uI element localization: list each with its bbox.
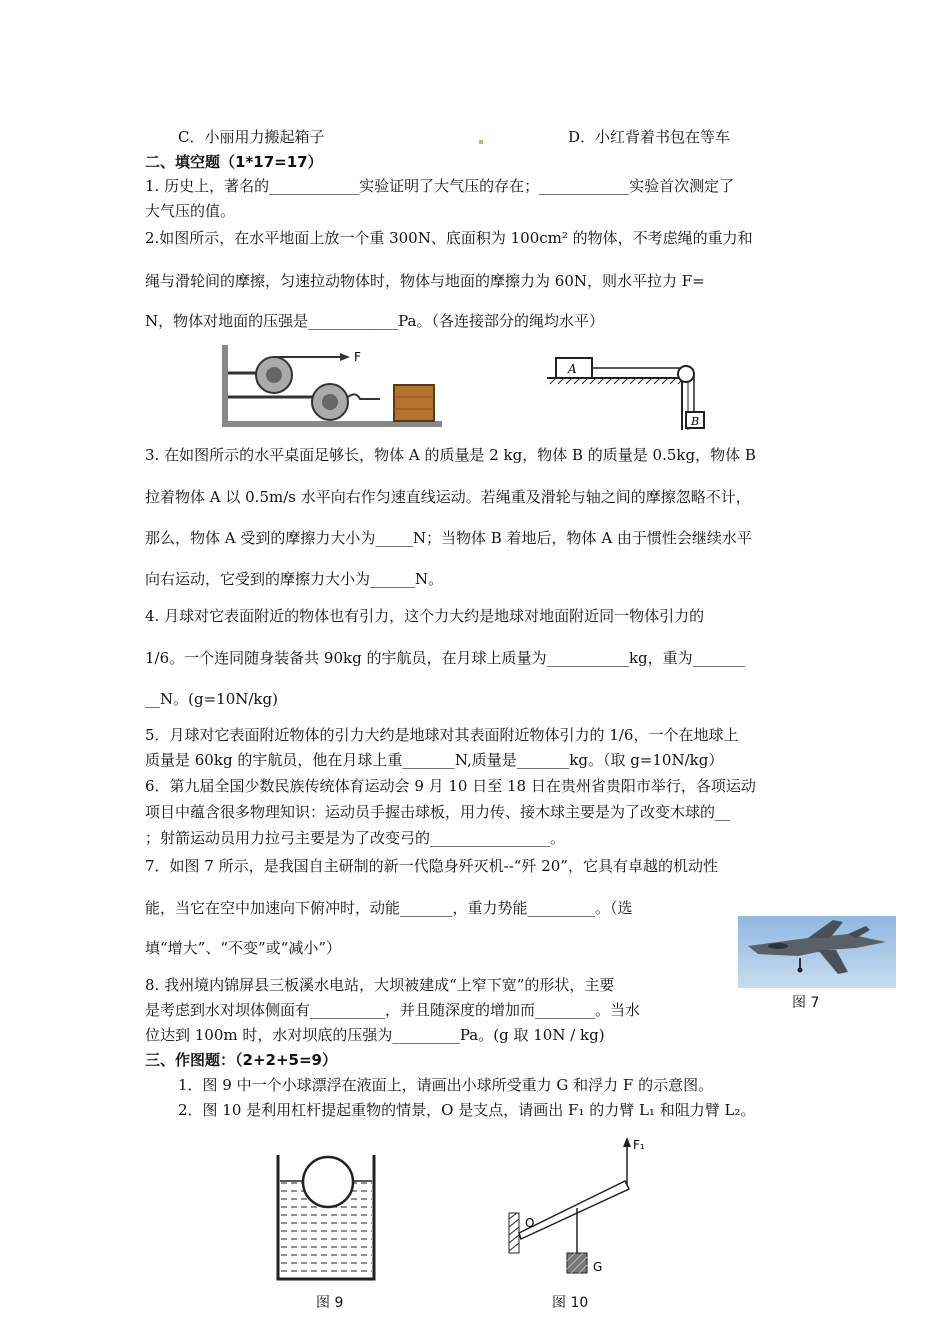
option-d: D．小红背着书包在等车 [568, 128, 731, 146]
stray-dot [479, 140, 483, 144]
table-label-b: B [691, 415, 700, 428]
q3-line4: 向右运动，它受到的摩擦力大小为______N。 [145, 570, 444, 588]
q7-line3: 填“增大”、“不变”或“减小”） [145, 939, 342, 957]
q4-line3: __N。(g=10N/kg) [145, 690, 278, 708]
fig9-container [270, 1155, 385, 1285]
s3-q1: 1．图 9 中一个小球漂浮在液面上，请画出小球所受重力 G 和浮力 F 的示意图。 [178, 1076, 714, 1094]
lever-label-g: G [593, 1260, 603, 1274]
q2-line1: 2.如图所示，在水平地面上放一个重 300N、底面积为 100cm² 的物体，不考虑绳的重力和 [145, 229, 753, 247]
lever-label-f1: F₁ [633, 1138, 645, 1152]
q1-line1: 1. 历史上，著名的____________实验证明了大气压的存在；____________实验首次测定了 [145, 177, 735, 195]
fig10-lever [505, 1135, 655, 1295]
q7-line2: 能，当它在空中加速向下俯冲时，动能_______，重力势能_________。（选 [145, 899, 633, 917]
q8-line3: 位达到 100m 时，水对坝底的压强为_________Pa。(g 取 10N / kg) [145, 1026, 605, 1044]
q4-line2: 1/6。一个连同随身装备共 90kg 的宇航员，在月球上质量为___________kg，重为_______ [145, 649, 746, 667]
lever-label-o: O [525, 1216, 535, 1230]
s3-q2: 2．图 10 是利用杠杆提起重物的情景，O 是支点，请画出 F₁ 的力臂 L₁ 和阻力臂 L₂。 [178, 1101, 756, 1119]
q2-line3: N，物体对地面的压强是____________Pa。（各连接部分的绳均水平） [145, 312, 604, 330]
jet-photo [738, 916, 896, 988]
pulley-label-f: F [354, 350, 361, 364]
q3-line3: 那么，物体 A 受到的摩擦力大小为_____N；当物体 B 着地后，物体 A 由于惯性会继续水平 [145, 529, 752, 547]
fig9-caption: 图 9 [316, 1295, 344, 1311]
pulley-figure [222, 345, 442, 427]
q8-line2: 是考虑到水对坝体侧面有__________，并且随深度的增加而________。当水 [145, 1001, 641, 1019]
q8-line1: 8. 我州境内锦屏县三板溪水电站，大坝被建成“上窄下宽”的形状，主要 [145, 976, 615, 994]
q6-line3: ；射箭运动员用力拉弓主要是为了改变弓的________________。 [145, 829, 566, 847]
section3-heading: 三、作图题：（2+2+5=9） [145, 1051, 337, 1069]
q6-line1: 6．第九届全国少数民族传统体育运动会 9 月 10 日至 18 日在贵州省贵阳市举行，各项运动 [145, 777, 756, 795]
q4-line1: 4. 月球对它表面附近的物体也有引力，这个力大约是地球对地面附近同一物体引力的 [145, 607, 705, 625]
fig10-caption: 图 10 [552, 1295, 589, 1311]
q7-line1: 7．如图 7 所示，是我国自主研制的新一代隐身歼灭机--“歼 20”，它具有卓越的机动性 [145, 857, 718, 875]
q5-line2: 质量是 60kg 的宇航员，他在月球上重_______N,质量是_______kg。（取 g=10N/kg） [145, 751, 724, 769]
q1-line2: 大气压的值。 [145, 202, 236, 220]
q5-line1: 5．月球对它表面附近物体的引力大约是地球对其表面附近物体引力的 1/6，一个在地球上 [145, 726, 739, 744]
table-label-a: A [568, 362, 577, 376]
table-figure [542, 350, 722, 430]
q3-line1: 3. 在如图所示的水平桌面足够长，物体 A 的质量是 2 kg，物体 B 的质量是 0.5kg，物体 B [145, 446, 756, 464]
option-c: C．小丽用力搬起箱子 [178, 128, 325, 146]
section2-heading: 二、填空题（1*17=17） [145, 153, 323, 171]
q3-line2: 拉着物体 A 以 0.5m/s 水平向右作匀速直线运动。若绳重及滑轮与轴之间的摩擦忽略不计， [145, 488, 751, 506]
q6-line2: 项目中蕴含很多物理知识：运动员手握击球板，用力传、接木球主要是为了改变木球的__ [145, 803, 731, 821]
fig7-caption: 图 7 [792, 995, 820, 1011]
q2-line2: 绳与滑轮间的摩擦，匀速拉动物体时，物体与地面的摩擦力为 60N，则水平拉力 F= [145, 272, 705, 290]
